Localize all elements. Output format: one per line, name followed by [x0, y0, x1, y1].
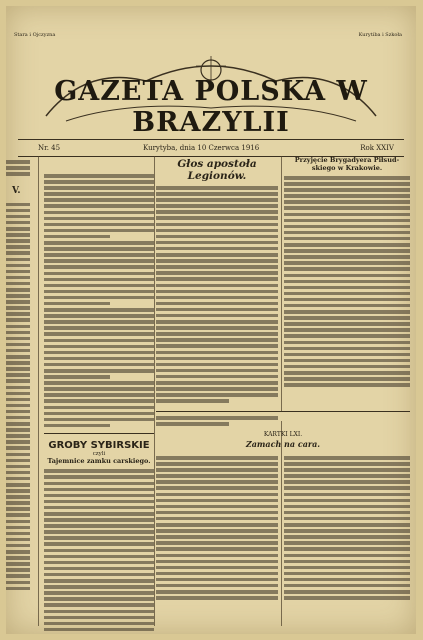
- text-line: [6, 538, 30, 542]
- text-line: [156, 338, 278, 342]
- text-line: [44, 332, 154, 336]
- text-line: [44, 235, 110, 239]
- text-line: [44, 585, 154, 589]
- text-line: [284, 590, 410, 594]
- text-line: [6, 440, 30, 444]
- text-line: [44, 573, 154, 577]
- text-line: [6, 361, 30, 365]
- text-line: [284, 377, 410, 381]
- text-line: [284, 267, 410, 271]
- text-line: [156, 399, 229, 403]
- text-line: [156, 547, 278, 551]
- text-line: [284, 322, 410, 326]
- text-line: [6, 446, 30, 450]
- text-line: [6, 325, 30, 329]
- text-line: [44, 272, 154, 276]
- text-line: [6, 160, 30, 164]
- text-line: [156, 351, 278, 355]
- text-line: [156, 308, 278, 312]
- text-line: [284, 225, 410, 229]
- text-line: [6, 306, 30, 310]
- text-line: [284, 584, 410, 588]
- text-line: [44, 418, 154, 422]
- column-rule: [281, 421, 282, 626]
- text-line: [6, 459, 30, 463]
- main-article-heading: Głos apostoła Legionów.: [177, 158, 257, 182]
- text-line: [44, 387, 154, 391]
- text-line: [156, 416, 278, 420]
- text-line: [6, 513, 30, 517]
- text-line: [6, 556, 30, 560]
- text-line: [6, 379, 30, 383]
- text-line: [44, 265, 154, 269]
- text-line: [284, 493, 410, 497]
- text-line: [156, 265, 278, 269]
- text-line: [6, 318, 30, 322]
- text-line: [44, 494, 154, 498]
- issue-year: Rok XXIV: [360, 144, 394, 152]
- text-line: [156, 357, 278, 361]
- text-line: [284, 511, 410, 515]
- text-line: [284, 566, 410, 570]
- text-line: [6, 398, 30, 402]
- text-line: [156, 480, 278, 484]
- text-line: [6, 562, 30, 566]
- text-line: [44, 204, 154, 208]
- text-line: [44, 549, 154, 553]
- text-line: [284, 499, 410, 503]
- text-line: [156, 584, 278, 588]
- text-line: [284, 274, 410, 278]
- text-line: [284, 200, 410, 204]
- text-line: [6, 270, 30, 274]
- text-line: [6, 520, 30, 524]
- text-line: [44, 412, 154, 416]
- text-line: [6, 264, 30, 268]
- text-line: [44, 369, 154, 373]
- text-line: [156, 529, 278, 533]
- text-line: [44, 530, 154, 534]
- text-line: [284, 176, 410, 180]
- column-rule: [38, 156, 39, 626]
- text-line: [156, 456, 278, 460]
- text-line: [6, 386, 30, 390]
- text-line: [156, 541, 278, 545]
- right-article-heading-2: skiego w Krakowie.: [311, 164, 383, 172]
- text-line: [44, 308, 154, 312]
- masthead: [26, 46, 396, 138]
- text-line: [6, 550, 30, 554]
- text-line: [156, 247, 278, 251]
- serial-subtitle-joiner: czyli: [92, 451, 106, 458]
- text-line: [44, 345, 154, 349]
- text-line: [6, 416, 30, 420]
- header-motto-left: Stara i Ojczyzna: [14, 32, 56, 38]
- feuilleton-title: Zamach na cara.: [245, 439, 321, 449]
- lower-column-2-intro: [156, 416, 278, 428]
- text-line: [284, 292, 410, 296]
- text-line: [284, 334, 410, 338]
- text-line: [284, 383, 410, 387]
- text-line: [284, 341, 410, 345]
- text-line: [44, 326, 154, 330]
- text-line: [6, 410, 30, 414]
- text-line: [44, 475, 154, 479]
- text-line: [6, 355, 30, 359]
- text-line: [44, 357, 154, 361]
- text-line: [156, 320, 278, 324]
- text-line: [284, 486, 410, 490]
- text-line: [44, 542, 154, 546]
- text-line: [156, 326, 278, 330]
- text-line: [6, 404, 30, 408]
- text-line: [6, 349, 30, 353]
- text-line: [156, 462, 278, 466]
- text-line: [44, 536, 154, 540]
- text-line: [284, 213, 410, 217]
- text-line: [44, 597, 154, 601]
- text-line: [44, 424, 110, 428]
- text-line: [6, 453, 30, 457]
- text-line: [284, 316, 410, 320]
- text-line: [44, 253, 154, 257]
- text-line: [6, 239, 30, 243]
- article-column-1: [44, 156, 154, 634]
- text-line: [44, 247, 154, 251]
- text-line: [44, 290, 154, 294]
- text-line: [156, 284, 278, 288]
- text-line: [284, 474, 410, 478]
- text-line: [6, 294, 30, 298]
- text-line: [44, 381, 154, 385]
- text-line: [44, 241, 154, 245]
- text-line: [44, 567, 154, 571]
- text-line: [6, 568, 30, 572]
- text-line: [284, 572, 410, 576]
- text-line: [284, 255, 410, 259]
- text-line: [44, 488, 154, 492]
- text-line: [156, 523, 278, 527]
- text-line: [44, 506, 154, 510]
- text-line: [284, 456, 410, 460]
- text-line: [284, 298, 410, 302]
- text-line: [6, 392, 30, 396]
- text-line: [284, 523, 410, 527]
- text-line: [156, 241, 278, 245]
- text-line: [156, 271, 278, 275]
- text-line: [44, 320, 154, 324]
- text-line: [156, 474, 278, 478]
- text-line: [284, 310, 410, 314]
- text-line: [44, 296, 154, 300]
- text-line: [156, 578, 278, 582]
- text-line: [284, 468, 410, 472]
- text-line: [44, 469, 154, 473]
- text-line: [284, 535, 410, 539]
- text-line: [44, 518, 154, 522]
- text-line: [6, 227, 30, 231]
- text-line: [156, 198, 278, 202]
- text-line: [284, 243, 410, 247]
- text-line: [6, 434, 30, 438]
- text-line: [44, 375, 110, 379]
- text-line: [156, 259, 278, 263]
- text-line: [44, 186, 154, 190]
- text-line: [156, 302, 278, 306]
- text-line: [284, 261, 410, 265]
- text-line: [6, 526, 30, 530]
- text-line: [6, 367, 30, 371]
- text-line: [156, 381, 278, 385]
- text-line: [156, 468, 278, 472]
- text-line: [44, 524, 154, 528]
- article-column-3: [284, 156, 410, 389]
- text-line: [44, 278, 154, 282]
- text-line: [44, 603, 154, 607]
- issue-date: Kurytyba, dnia 10 Czerwca 1916: [143, 144, 260, 152]
- text-line: [156, 216, 278, 220]
- text-line: [284, 188, 410, 192]
- text-line: [156, 486, 278, 490]
- column-rule: [154, 156, 155, 626]
- column-rule: [281, 156, 282, 411]
- text-line: [156, 566, 278, 570]
- text-line: [156, 387, 278, 391]
- text-line: [284, 554, 410, 558]
- text-line: [156, 192, 278, 196]
- text-line: [156, 517, 278, 521]
- text-line: [284, 560, 410, 564]
- text-line: [284, 328, 410, 332]
- text-line: [6, 471, 30, 475]
- text-line: [156, 499, 278, 503]
- text-line: [284, 529, 410, 533]
- text-line: [44, 363, 154, 367]
- text-line: [44, 314, 154, 318]
- text-line: [284, 280, 410, 284]
- serial-subtitle: Tajemnice zamku carskiego.: [47, 457, 151, 466]
- text-line: [6, 209, 30, 213]
- text-line: [44, 351, 154, 355]
- text-line: [156, 596, 278, 600]
- serial-title: GROBY SYBIRSKIE: [48, 440, 150, 452]
- text-line: [156, 393, 278, 397]
- text-line: [44, 628, 154, 632]
- lower-column-2: [156, 452, 278, 602]
- text-line: [6, 483, 30, 487]
- header-motto-right: Kurytiba i Szkoła: [358, 32, 402, 38]
- text-line: [6, 489, 30, 493]
- text-line: [44, 622, 154, 626]
- text-line: [156, 493, 278, 497]
- text-line: [156, 572, 278, 576]
- text-line: [6, 465, 30, 469]
- feuilleton-label: KARTKI LXI.: [263, 431, 303, 438]
- text-line: [44, 555, 154, 559]
- text-line: [284, 249, 410, 253]
- text-line: [6, 215, 30, 219]
- text-line: [44, 579, 154, 583]
- text-line: [6, 258, 30, 262]
- text-line: [44, 217, 154, 221]
- text-line: [284, 517, 410, 521]
- text-line: [44, 393, 154, 397]
- text-line: [156, 505, 278, 509]
- text-line: [6, 581, 30, 585]
- text-line: [156, 223, 278, 227]
- text-line: [6, 233, 30, 237]
- text-line: [284, 206, 410, 210]
- text-line: [6, 288, 30, 292]
- text-line: [6, 203, 30, 207]
- text-line: [284, 353, 410, 357]
- text-line: [44, 302, 110, 306]
- left-margin-column: V.: [6, 156, 30, 593]
- text-line: [284, 182, 410, 186]
- text-line: [156, 369, 278, 373]
- newspaper-page: [6, 6, 416, 634]
- text-line: [44, 284, 154, 288]
- text-line: [6, 507, 30, 511]
- text-line: [44, 174, 154, 178]
- text-line: [6, 172, 30, 176]
- text-line: [156, 253, 278, 257]
- text-line: [44, 482, 154, 486]
- text-line: [6, 221, 30, 225]
- text-line: [284, 219, 410, 223]
- text-line: [156, 554, 278, 558]
- text-line: [156, 422, 229, 426]
- text-line: [44, 339, 154, 343]
- lower-column-3: [284, 452, 410, 602]
- text-line: [284, 347, 410, 351]
- text-line: [6, 337, 30, 341]
- text-line: [6, 477, 30, 481]
- feuilleton-rule: [156, 411, 410, 412]
- text-line: [284, 547, 410, 551]
- text-line: [6, 300, 30, 304]
- text-line: [284, 237, 410, 241]
- text-line: [44, 180, 154, 184]
- text-line: [156, 229, 278, 233]
- text-line: [284, 231, 410, 235]
- text-line: [284, 304, 410, 308]
- text-line: [44, 211, 154, 215]
- text-line: [6, 428, 30, 432]
- text-line: [156, 375, 278, 379]
- text-line: [284, 505, 410, 509]
- text-line: [44, 616, 154, 620]
- text-line: [6, 532, 30, 536]
- text-line: [284, 359, 410, 363]
- text-line: [6, 343, 30, 347]
- text-line: [284, 541, 410, 545]
- right-article-heading-1: Przyjęcie Brygadyera Piłsud-: [294, 156, 400, 164]
- text-line: [156, 290, 278, 294]
- text-line: [6, 587, 30, 591]
- newspaper-title: GAZETA POLSKA W BRAZYLII: [54, 76, 368, 138]
- text-line: [156, 535, 278, 539]
- text-line: [6, 312, 30, 316]
- text-line: [156, 296, 278, 300]
- text-line: [44, 192, 154, 196]
- text-line: [44, 399, 154, 403]
- text-line: [6, 251, 30, 255]
- text-line: [44, 229, 154, 233]
- text-line: [156, 511, 278, 515]
- text-line: [156, 344, 278, 348]
- text-line: [44, 223, 154, 227]
- text-line: [44, 406, 154, 410]
- text-line: [156, 204, 278, 208]
- text-line: [44, 561, 154, 565]
- text-line: [284, 462, 410, 466]
- text-line: [156, 186, 278, 190]
- text-line: [6, 501, 30, 505]
- text-line: [6, 245, 30, 249]
- text-line: [284, 194, 410, 198]
- text-line: [156, 277, 278, 281]
- text-line: [284, 596, 410, 600]
- text-line: [284, 480, 410, 484]
- text-line: [44, 591, 154, 595]
- text-line: [6, 373, 30, 377]
- text-line: [156, 332, 278, 336]
- text-line: [44, 610, 154, 614]
- text-line: [44, 500, 154, 504]
- text-line: [6, 282, 30, 286]
- text-line: [156, 560, 278, 564]
- issue-number: Nr. 45: [38, 144, 61, 152]
- text-line: [44, 512, 154, 516]
- text-line: [156, 210, 278, 214]
- text-line: [6, 574, 30, 578]
- text-line: [6, 422, 30, 426]
- article-column-2: [156, 156, 278, 405]
- text-line: [6, 276, 30, 280]
- text-line: [6, 331, 30, 335]
- text-line: [156, 363, 278, 367]
- text-line: [6, 166, 30, 170]
- text-line: [44, 259, 154, 263]
- dateline-bar: [18, 139, 404, 157]
- text-line: [284, 371, 410, 375]
- text-line: [284, 578, 410, 582]
- text-line: [44, 198, 154, 202]
- text-line: [6, 544, 30, 548]
- text-line: [156, 235, 278, 239]
- text-line: [156, 590, 278, 594]
- text-line: [284, 286, 410, 290]
- text-line: [6, 495, 30, 499]
- text-line: [156, 314, 278, 318]
- text-line: [284, 365, 410, 369]
